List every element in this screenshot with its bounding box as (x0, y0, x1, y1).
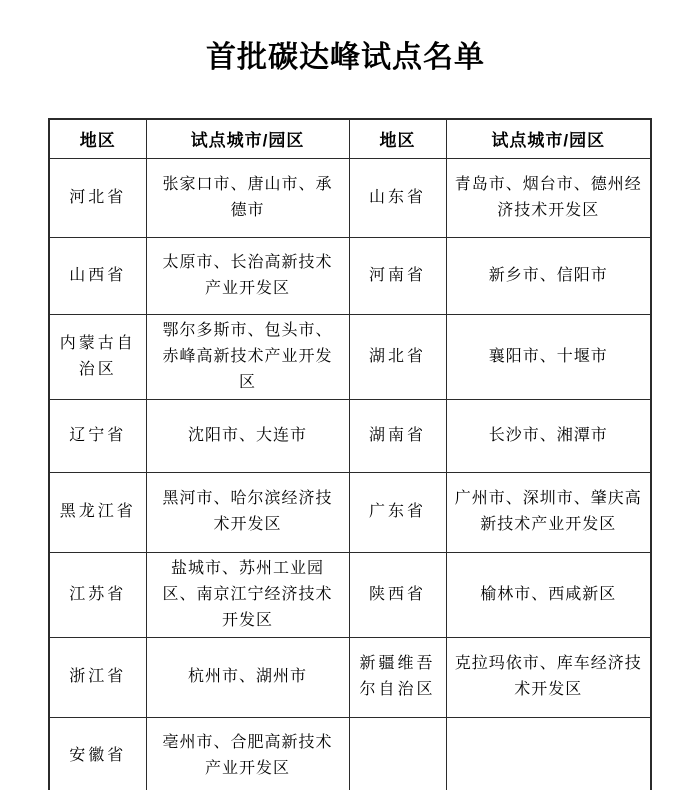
header-region-right: 地区 (349, 119, 446, 158)
table-row (49, 237, 651, 314)
table-row (49, 472, 651, 552)
cities-cell (446, 717, 651, 790)
region-cell: 广东省 (349, 472, 446, 552)
region-cell: 安徽省 (49, 717, 146, 790)
cities-cell: 黑河市、哈尔滨经济技术开发区 (146, 472, 349, 552)
region-cell: 新疆维吾尔自治区 (349, 637, 446, 717)
cities-cell: 榆林市、西咸新区 (446, 552, 651, 637)
cities-cell: 襄阳市、十堰市 (446, 314, 651, 399)
cities-cell: 长沙市、湘潭市 (446, 399, 651, 472)
cities-cell: 沈阳市、大连市 (146, 399, 349, 472)
region-cell: 浙江省 (49, 637, 146, 717)
cities-cell: 克拉玛依市、库车经济技术开发区 (446, 637, 651, 717)
header-cities-right: 试点城市/园区 (446, 119, 651, 158)
cities-cell: 广州市、深圳市、肇庆高新技术产业开发区 (446, 472, 651, 552)
cities-cell: 新乡市、信阳市 (446, 237, 651, 314)
region-cell (349, 717, 446, 790)
cities-cell: 张家口市、唐山市、承德市 (146, 158, 349, 237)
region-cell: 湖北省 (349, 314, 446, 399)
table-row (49, 637, 651, 717)
table-row (49, 158, 651, 237)
region-cell: 陕西省 (349, 552, 446, 637)
cities-cell: 杭州市、湖州市 (146, 637, 349, 717)
region-cell: 山东省 (349, 158, 446, 237)
table-row (49, 314, 651, 399)
cities-cell: 亳州市、合肥高新技术产业开发区 (146, 717, 349, 790)
region-cell: 河南省 (349, 237, 446, 314)
header-cities-left: 试点城市/园区 (146, 119, 349, 158)
region-cell: 湖南省 (349, 399, 446, 472)
table-row (49, 399, 651, 472)
region-cell: 辽宁省 (49, 399, 146, 472)
table-header-row (49, 119, 651, 158)
pilot-list-table (48, 118, 652, 790)
cities-cell: 太原市、长治高新技术产业开发区 (146, 237, 349, 314)
region-cell: 山西省 (49, 237, 146, 314)
region-cell: 内蒙古自治区 (49, 314, 146, 399)
cities-cell: 盐城市、苏州工业园区、南京江宁经济技术开发区 (146, 552, 349, 637)
cities-cell: 青岛市、烟台市、德州经济技术开发区 (446, 158, 651, 237)
table-row (49, 552, 651, 637)
header-region-left: 地区 (49, 119, 146, 158)
page-title: 首批碳达峰试点名单 (206, 41, 485, 74)
region-cell: 黑龙江省 (49, 472, 146, 552)
region-cell: 江苏省 (49, 552, 146, 637)
region-cell: 河北省 (49, 158, 146, 237)
table-row (49, 717, 651, 790)
cities-cell: 鄂尔多斯市、包头市、赤峰高新技术产业开发区 (146, 314, 349, 399)
